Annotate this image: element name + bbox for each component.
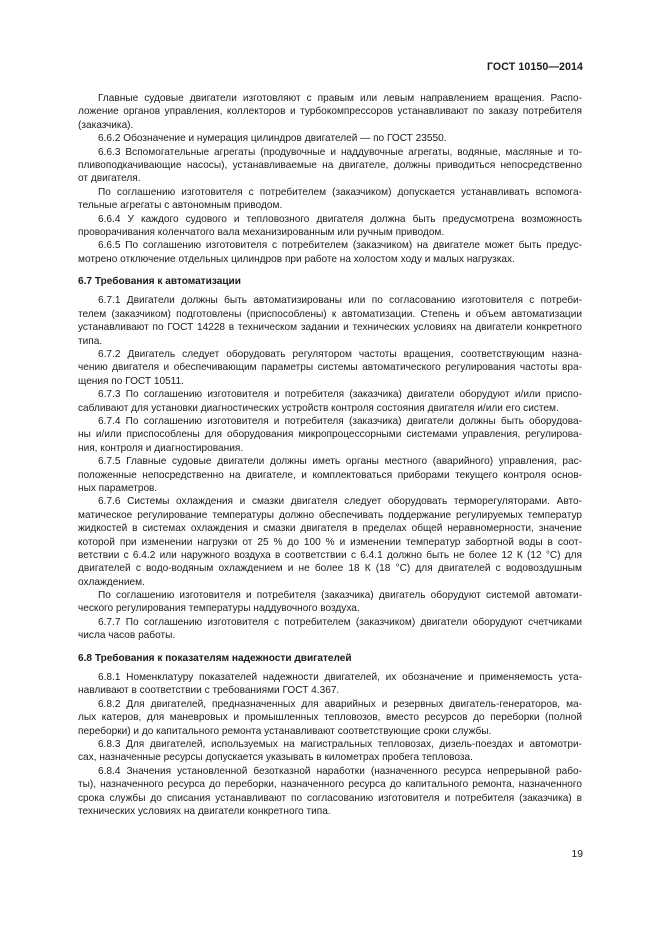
text-line: По соглашению изготовителя и потребителя (заказчика) двигатель оборудуют системой автомати- [98,590,582,602]
text-line: телем (заказчиком) подготовлены (приспособлены) к автоматизации. Степень и объем автоматизации [78,308,582,320]
text-line: 6.7.4 По соглашению изготовителя и потребителя (заказчика) двигатели должны быть оборудова- [98,415,582,427]
text-line: тельные агрегаты с автономным приводом. [78,200,283,212]
text-line: ческого регулирования температуры наддувочного воздуха. [78,603,360,615]
paragraph [78,616,582,643]
text-line: мотрено отключение отдельных цилиндров при работе на холостом ходу и малых нагрузках. [78,253,515,265]
paragraph [78,455,582,495]
paragraph [78,388,582,415]
text-line: 6.6.5 По соглашению изготовителя с потребителем (заказчиком) на двигателе может быть предус- [98,240,582,252]
text-line: 6.7.2 Двигатель следует оборудовать регулятором частоты вращения, соответствующим назна- [98,349,582,361]
paragraph [78,294,582,348]
paragraph [78,589,582,616]
text-line: охлаждением. [78,576,145,588]
paragraph [78,186,582,213]
text-line: Главные судовые двигатели изготовляют с правым или левым направлением вращения. Распо- [98,93,582,104]
text-line: сабливают для установки диагностических устройств контроля состояния двигателя и/или его систем. [78,402,559,414]
text-line: ложение органов управления, коллекторов и турбокомпрессоров устанавливают по заказу потребителя [78,106,582,118]
text-line: проворачивания коленчатого вала механизированным или ручным приводом. [78,226,445,238]
paragraph [78,239,582,266]
text-line: ты), назначенного ресурса до переборки, назначенного ресурса до капитального ремонта, назначенного [78,779,582,791]
text-line: щения по ГОСТ 10511. [78,375,184,387]
text-line: типа. [78,335,103,347]
text-line: сах, назначенные ресурсы допускается указывать в километрах пробега тепловоза. [78,752,473,764]
paragraph [78,671,582,698]
paragraph [78,132,582,145]
text-line: По соглашению изготовителя с потребителем (заказчиком) допускается устанавливать вспомога- [98,186,582,198]
text-line: 6.7.3 По соглашению изготовителя и потребителя (заказчика) двигатели оборудуют и/или приспо- [98,389,582,401]
text-line: (заказчика). [78,119,134,131]
text-line: от двигателя. [78,173,141,185]
text-line: числа часов работы. [78,630,176,642]
paragraph [78,348,582,388]
text-line: 6.8.2 Для двигателей, предназначенных для аварийных и резервных двигатель-генераторов, ма- [98,698,582,710]
paragraph [78,698,582,738]
text-line: 6.6.4 У каждого судового и тепловозного двигателя должна быть предусмотрена возможность [98,213,582,225]
text-line: ных параметров. [78,482,158,494]
text-line: переборки) и до капитального ремонта устанавливают соответствующие сроки службы. [78,725,492,737]
text-line: 6.6.2 Обозначение и нумерация цилиндров двигателей — по ГОСТ 23550. [98,133,447,145]
text-line: технических условиях на двигатели конкретного типа. [78,805,331,817]
section-heading: 6.7 Требования к автоматизации [78,276,241,288]
text-line: 6.8.4 Значения установленной безотказной наработки (назначенного ресурса непрерывной рабо- [98,765,582,777]
text-line: устанавливают по ГОСТ 14228 в техническом задании и технических условиях на двигатели конкретного [78,322,582,334]
text-line: навливают в соответствии с требованиями ГОСТ 4.367. [78,685,340,697]
text-line: 6.7.7 По соглашению изготовителя с потребителем (заказчиком) двигатели оборудуют счетчиками [98,616,582,628]
text-line: 6.7.5 Главные судовые двигатели должны иметь органы местного (аварийного) управления, рас- [98,456,582,468]
text-line: жидкостей в системах охлаждения и смазки двигателя в пределах общей неравномерности, значение [78,523,582,535]
text-line: положенные непосредственно на двигателе, и комплектоваться приборами текущего контроля основ- [78,469,582,481]
text-line: 6.7.6 Системы охлаждения и смазки двигателя следует оборудовать терморегуляторами. Авто- [98,496,582,508]
paragraph [78,495,582,589]
paragraph [78,765,582,819]
text-line: которой при изменении нагрузки от 25 % до 100 % и изменении температур забортной воды в соот- [78,536,582,548]
section-heading: 6.8 Требования к показателям надежности двигателей [78,652,352,664]
text-line: пливоподкачивающие насосы), устанавливаемые на двигателе, должны приводиться непосредственно [78,159,582,171]
text-line: 6.8.3 Для двигателей, используемых на магистральных тепловозах, дизель-поездах и автомотри- [98,738,582,750]
paragraph [78,213,582,240]
paragraph [78,92,582,132]
text-line: 6.7.1 Двигатели должны быть автоматизированы или по согласованию изготовителя с потреби- [98,295,582,307]
page-number: 19 [571,849,583,860]
text-line: двигателей с водо-водяным охлаждением и не более 18 К (18 °С) для двигателей с водовоздушным [78,563,582,575]
paragraph [78,146,582,186]
text-line: срока службы до списания устанавливают по согласованию изготовителя и потребителя (заказчика) в [78,792,582,804]
text-line: ния, контроля и диагностирования. [78,442,244,454]
text-line: 6.8.1 Номенклатуру показателей надежности двигателей, их обозначение и применяемость уста- [98,672,582,684]
text-line: ны и/или приспособлены для оборудования микропроцессорными системами управления, регулирова- [78,429,582,441]
text-line: матическое регулирование температуры должно обеспечивать поддержание регулируемых температур [78,509,582,521]
document-code-header: ГОСТ 10150—2014 [486,61,583,73]
text-line: ветствии с 6.4.2 или наружного воздуха в соответствии с 6.4.1 должно быть не более 12 К (12 °С) для [78,549,582,561]
text-line: чению двигателя и обеспечивающим параметры системы автоматического регулирования частоты вра- [78,362,582,374]
paragraph [78,415,582,455]
document-body [78,92,582,818]
paragraph [78,738,582,765]
text-line: 6.6.3 Вспомогательные агрегаты (продувочные и наддувочные агрегаты, водяные, масляные и то- [98,146,582,158]
text-line: лых катеров, для маневровых и промышленных тепловозов, вместо ресурсов до переборки (полной [78,712,582,724]
